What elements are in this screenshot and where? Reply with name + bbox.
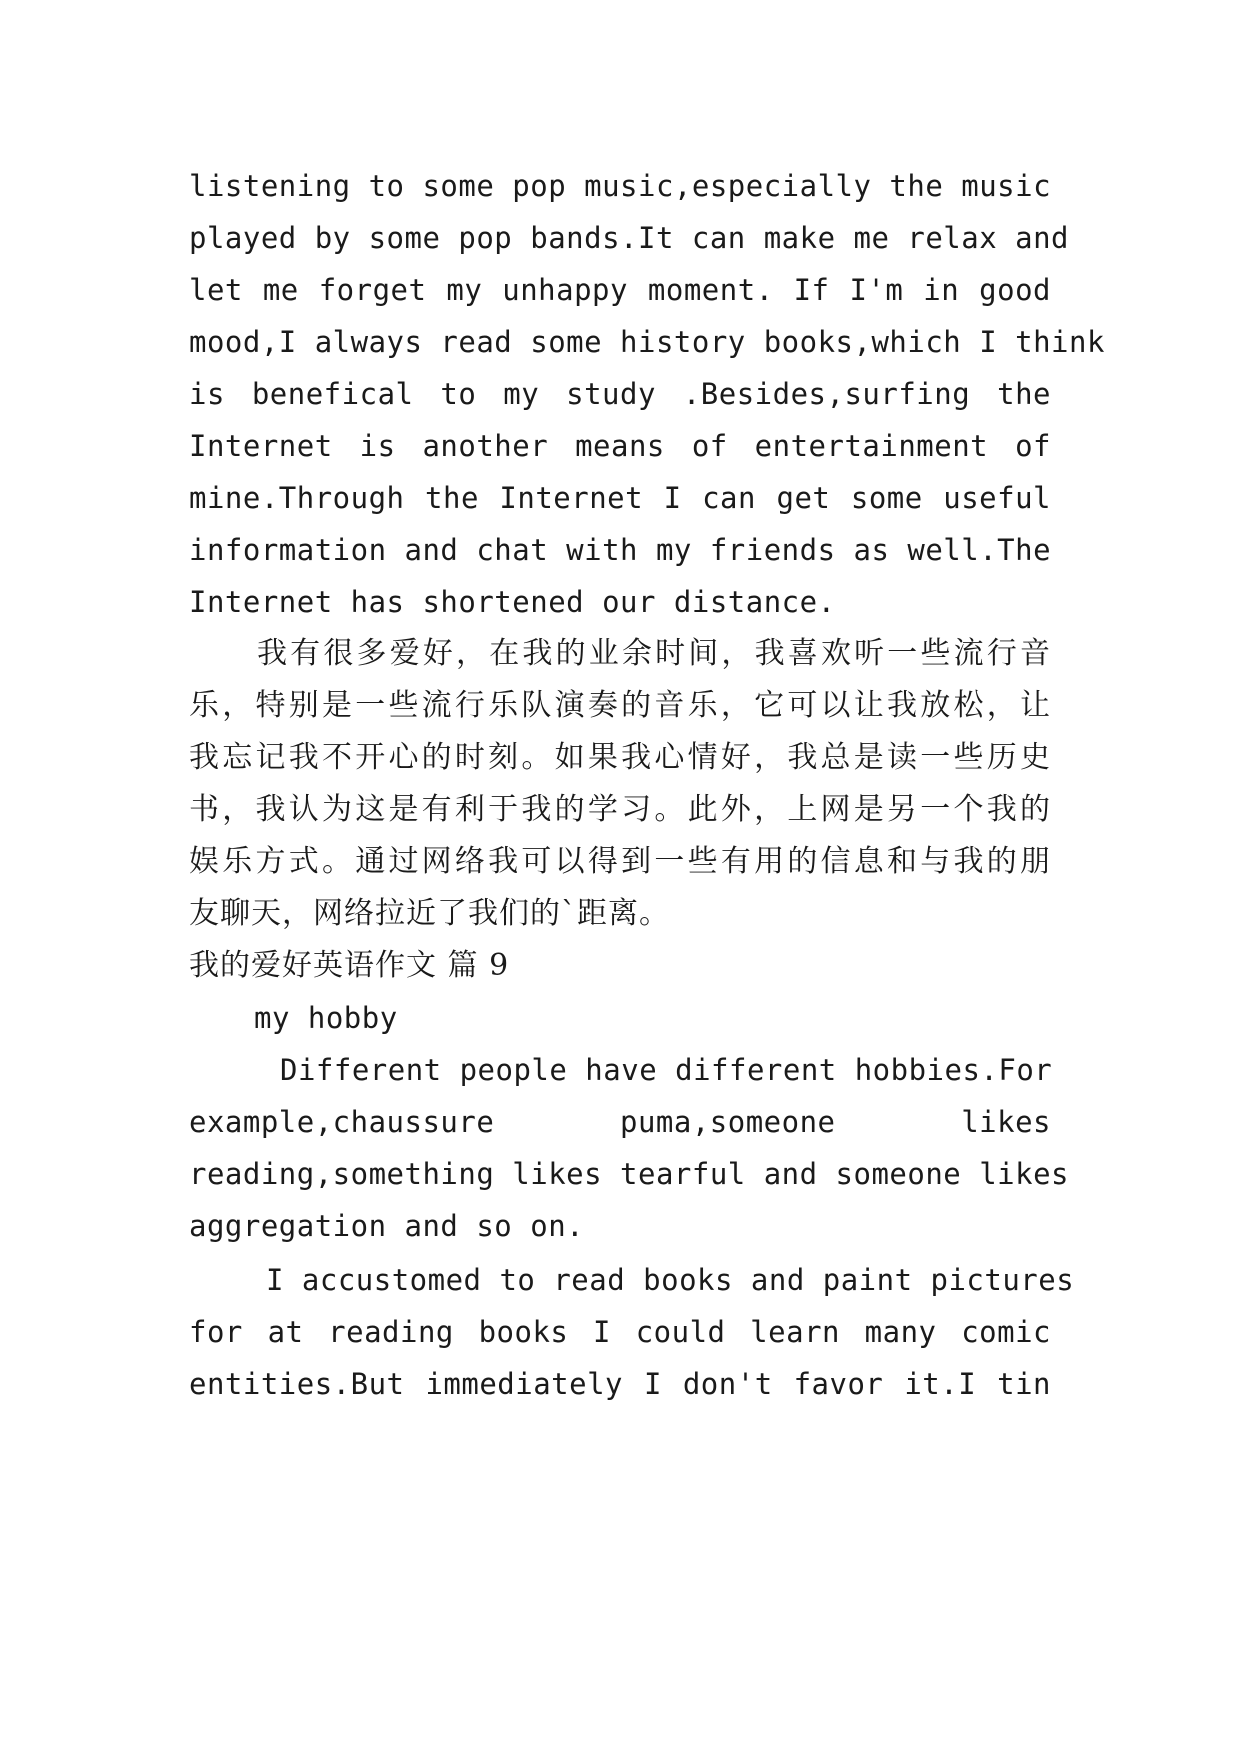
text-line: Internet is another means of entertainment of	[189, 429, 1051, 463]
text-line: 我忘记我不开心的时刻。如果我心情好，我总是读一些历史	[189, 740, 1051, 775]
text-line: played by some pop bands.It can make me relax and	[189, 221, 1070, 255]
text-line: 娱乐方式。通过网络我可以得到一些有用的信息和与我的朋	[189, 844, 1051, 879]
text-line: is benefical to my study .Besides,surfing the	[189, 377, 1051, 411]
text-line: mine.Through the Internet I can get some useful	[189, 481, 1051, 515]
text-line: Different people have different hobbies.For	[280, 1053, 1053, 1087]
text-line: mood,I always read some history books,which I think	[189, 325, 1105, 359]
text-line: Internet has shortened our distance.	[189, 585, 836, 619]
text-line: listening to some pop music,especially the music	[189, 169, 1052, 203]
text-line: reading,something likes tearful and someone likes	[189, 1157, 1070, 1191]
text-line: 我有很多爱好，在我的业余时间，我喜欢听一些流行音	[257, 636, 1051, 671]
text-line: aggregation and so on.	[189, 1209, 585, 1243]
text-line: information and chat with my friends as well.The	[189, 533, 1052, 567]
text-line: 友聊天，网络拉近了我们的`距离。	[189, 896, 670, 931]
text-line: entities.But immediately I don't favor it.I tin	[189, 1367, 1051, 1401]
text-line: 乐，特别是一些流行乐队演奏的音乐，它可以让我放松，让	[189, 688, 1051, 723]
text-line: 书，我认为这是有利于我的学习。此外，上网是另一个我的	[189, 792, 1051, 827]
text-line: example,chaussure puma,someone likes	[189, 1105, 1051, 1139]
text-line: for at reading books I could learn many comic	[189, 1315, 1051, 1349]
text-line: I accustomed to read books and paint pictures	[266, 1263, 1075, 1297]
essay-title: my hobby	[254, 1001, 398, 1035]
text-line: let me forget my unhappy moment. If I'm in good	[189, 273, 1051, 307]
section-heading: 我的爱好英语作文 篇 9	[189, 948, 510, 983]
